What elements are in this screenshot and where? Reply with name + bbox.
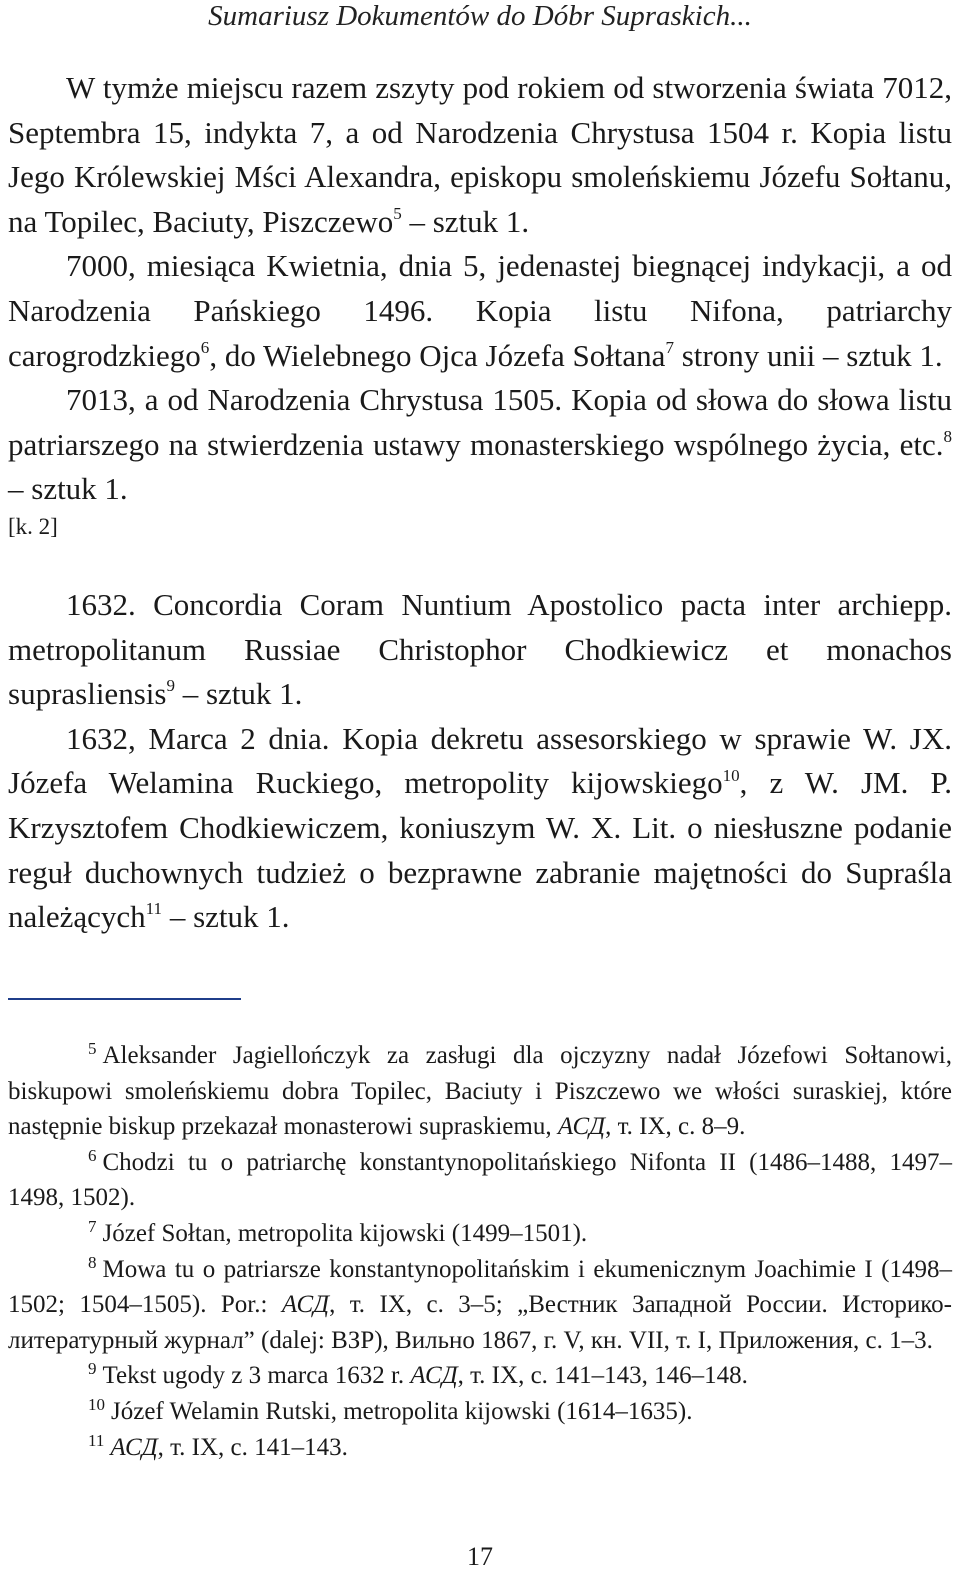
footnote-text: Aleksander Jagiellończyk za zasługi dla ojczyzny nadał Józefowi Sołtanowi, biskupowi smoleńskiemu dobra Topilec, Baciuty i Piszczewo we włości suraskiej, które następnie biskup przekazał monasterowi supraskiemu,: [8, 1042, 952, 1141]
footnote-7: 7 Józef Sołtan, metropolita kijowski (1499–1501).: [88, 1216, 588, 1247]
footnote-6: 6 Chodzi tu o patriarchę konstantynopolitańskiego Nifonta II (1486–1488, 1497–1498, 1502).: [8, 1145, 952, 1212]
footnote-text: , т. IX, c. 3–5; „Вестник Западной России. Историко-литературный журнал” (dalej: ВЗР), Вильно 1867, г. V, кн. VII, т. I, Приложения, c. 1–3.: [8, 1291, 952, 1354]
paragraph-4: [8, 583, 952, 717]
footnote-divider: [8, 998, 241, 1000]
footnote-ref-6[interactable]: 6: [200, 337, 210, 357]
footnote-11: 11 АСД, т. IX, c. 141–143.: [88, 1430, 348, 1461]
footnote-abbrev: АСД: [281, 1291, 330, 1319]
paragraph-text: W tymże miejscu razem zszyty pod rokiem od stworzenia świata 7012, Septembra 15, indykta 7, a od Narodzenia Chrystusa 1504 r. Kopia listu Jego Królewskiej Mści Alexandra, episkopu smoleńskiemu Józefu Sołtanu, na Topilec, Baciuty, Piszczewo: [8, 70, 952, 239]
document-page: [8, 0, 952, 1575]
paragraph-text: – sztuk 1.: [162, 899, 290, 935]
footnote-text: Tekst ugody z 3 marca 1632 r.: [102, 1362, 411, 1390]
running-header: Sumariusz Dokumentów do Dóbr Supraskich...: [208, 0, 752, 32]
footnote-text: , т. IX, c. 141–143.: [157, 1433, 348, 1461]
main-text: [8, 66, 952, 940]
footnote-abbrev: АСД: [110, 1433, 158, 1461]
footnote-ref-8[interactable]: 8: [943, 426, 952, 446]
footnote-text: Mowa tu o patriarsze konstantynopolitańskim i ekumenicznym Joachimie I (1498–1502; 1504–1505). Por.:: [8, 1255, 952, 1319]
footnote-5: 5 Aleksander Jagiellończyk za zasługi dla ojczyzny nadał Józefowi Sołtanowi, biskupowi smoleńskiemu dobra Topilec, Baciuty i Piszczewo we włości suraskiej, które następnie biskup przekazał monasterowi supraskiemu, АСД, т. IX, c. 8–9.: [8, 1039, 952, 1141]
paragraph-text: 1632. Concordia Coram Nuntium Apostolico pacta inter archiepp. metropolitanum Russiae Christophor Chodkiewicz et monachos suprasliensis: [8, 586, 952, 712]
paragraph-text: strony unii – sztuk 1.: [673, 337, 943, 373]
footnote-ref-9[interactable]: 9: [166, 676, 175, 696]
footnote-text: Chodzi tu o patriarchę konstantynopolitańskiego Nifonta II (1486–1488, 1497–1498, 1502).: [8, 1148, 952, 1212]
paragraph-text: , z W. JM. P. Krzysztofem Chodkiewiczem, koniuszym W. X. Lit. o niesłuszne podanie reguł duchownych tudzież o bezprawne zabranie majętności do Supraśla należących: [8, 765, 952, 935]
folio-marker: [k. 2]: [8, 513, 58, 539]
paragraph-text: – sztuk 1.: [401, 203, 530, 239]
paragraph-text: 7000, miesiąca Kwietnia, dnia 5, jedenastej biegnącej indykacji, a od Narodzenia Pańskiego 1496. Kopia listu Nifona, patriarchy carogrodzkiego: [8, 248, 952, 373]
paragraph-text: 7013, a od Narodzenia Chrystusa 1505. Kopia od słowa do słowa listu patriarszego na stwierdzenia ustawy monasterskiego wspólnego życia, etc.: [8, 382, 952, 462]
footnote-ref-11[interactable]: 11: [145, 899, 163, 919]
paragraph-text: – sztuk 1.: [174, 676, 303, 712]
footnote-text: , т. IX, c. 8–9.: [605, 1113, 746, 1141]
paragraph-text: , do Wielebnego Ojca Józefa Sołtana: [209, 337, 666, 373]
paragraph-5: [8, 717, 952, 940]
paragraph-text: – sztuk 1.: [8, 471, 128, 507]
paragraph-1: [8, 66, 952, 244]
footnote-9: 9 Tekst ugody z 3 marca 1632 r. АСД, т. IX, c. 141–143, 146–148.: [88, 1359, 748, 1390]
footnote-abbrev: АСД: [557, 1113, 606, 1141]
footnote-text: Józef Welamin Rutski, metropolita kijowski (1614–1635).: [111, 1397, 693, 1425]
footnote-ref-7[interactable]: 7: [665, 337, 674, 357]
footnote-text: , т. IX, c. 141–143, 146–148.: [457, 1362, 748, 1390]
paragraph-text: 1632, Marca 2 dnia. Kopia dekretu assesorskiego w sprawie W. JX. Józefa Welamina Ruckiego, metropolity kijowskiego: [8, 720, 952, 801]
footnote-abbrev: АСД: [410, 1362, 458, 1390]
paragraph-2: [8, 244, 952, 378]
footnotes: [8, 1038, 952, 1465]
footnote-ref-10[interactable]: 10: [722, 765, 740, 785]
footnote-10: 10 Józef Welamin Rutski, metropolita kijowski (1614–1635).: [88, 1394, 693, 1425]
page-number: 17: [467, 1542, 493, 1571]
footnote-ref-5[interactable]: 5: [393, 204, 402, 223]
footnote-8: 8 Mowa tu o patriarsze konstantynopolitańskim i ekumenicznym Joachimie I (1498–1502; 1504–1505). Por.: АСД, т. IX, c. 3–5; „Вестник Западной России. Историко-литературный журнал” (dalej: ВЗР), Вильно 1867, г. V, кн. VII, т. I, Приложения, c. 1–3.: [8, 1252, 952, 1354]
paragraph-3: [8, 378, 952, 512]
footnote-text: Józef Sołtan, metropolita kijowski (1499–1501).: [102, 1219, 588, 1247]
